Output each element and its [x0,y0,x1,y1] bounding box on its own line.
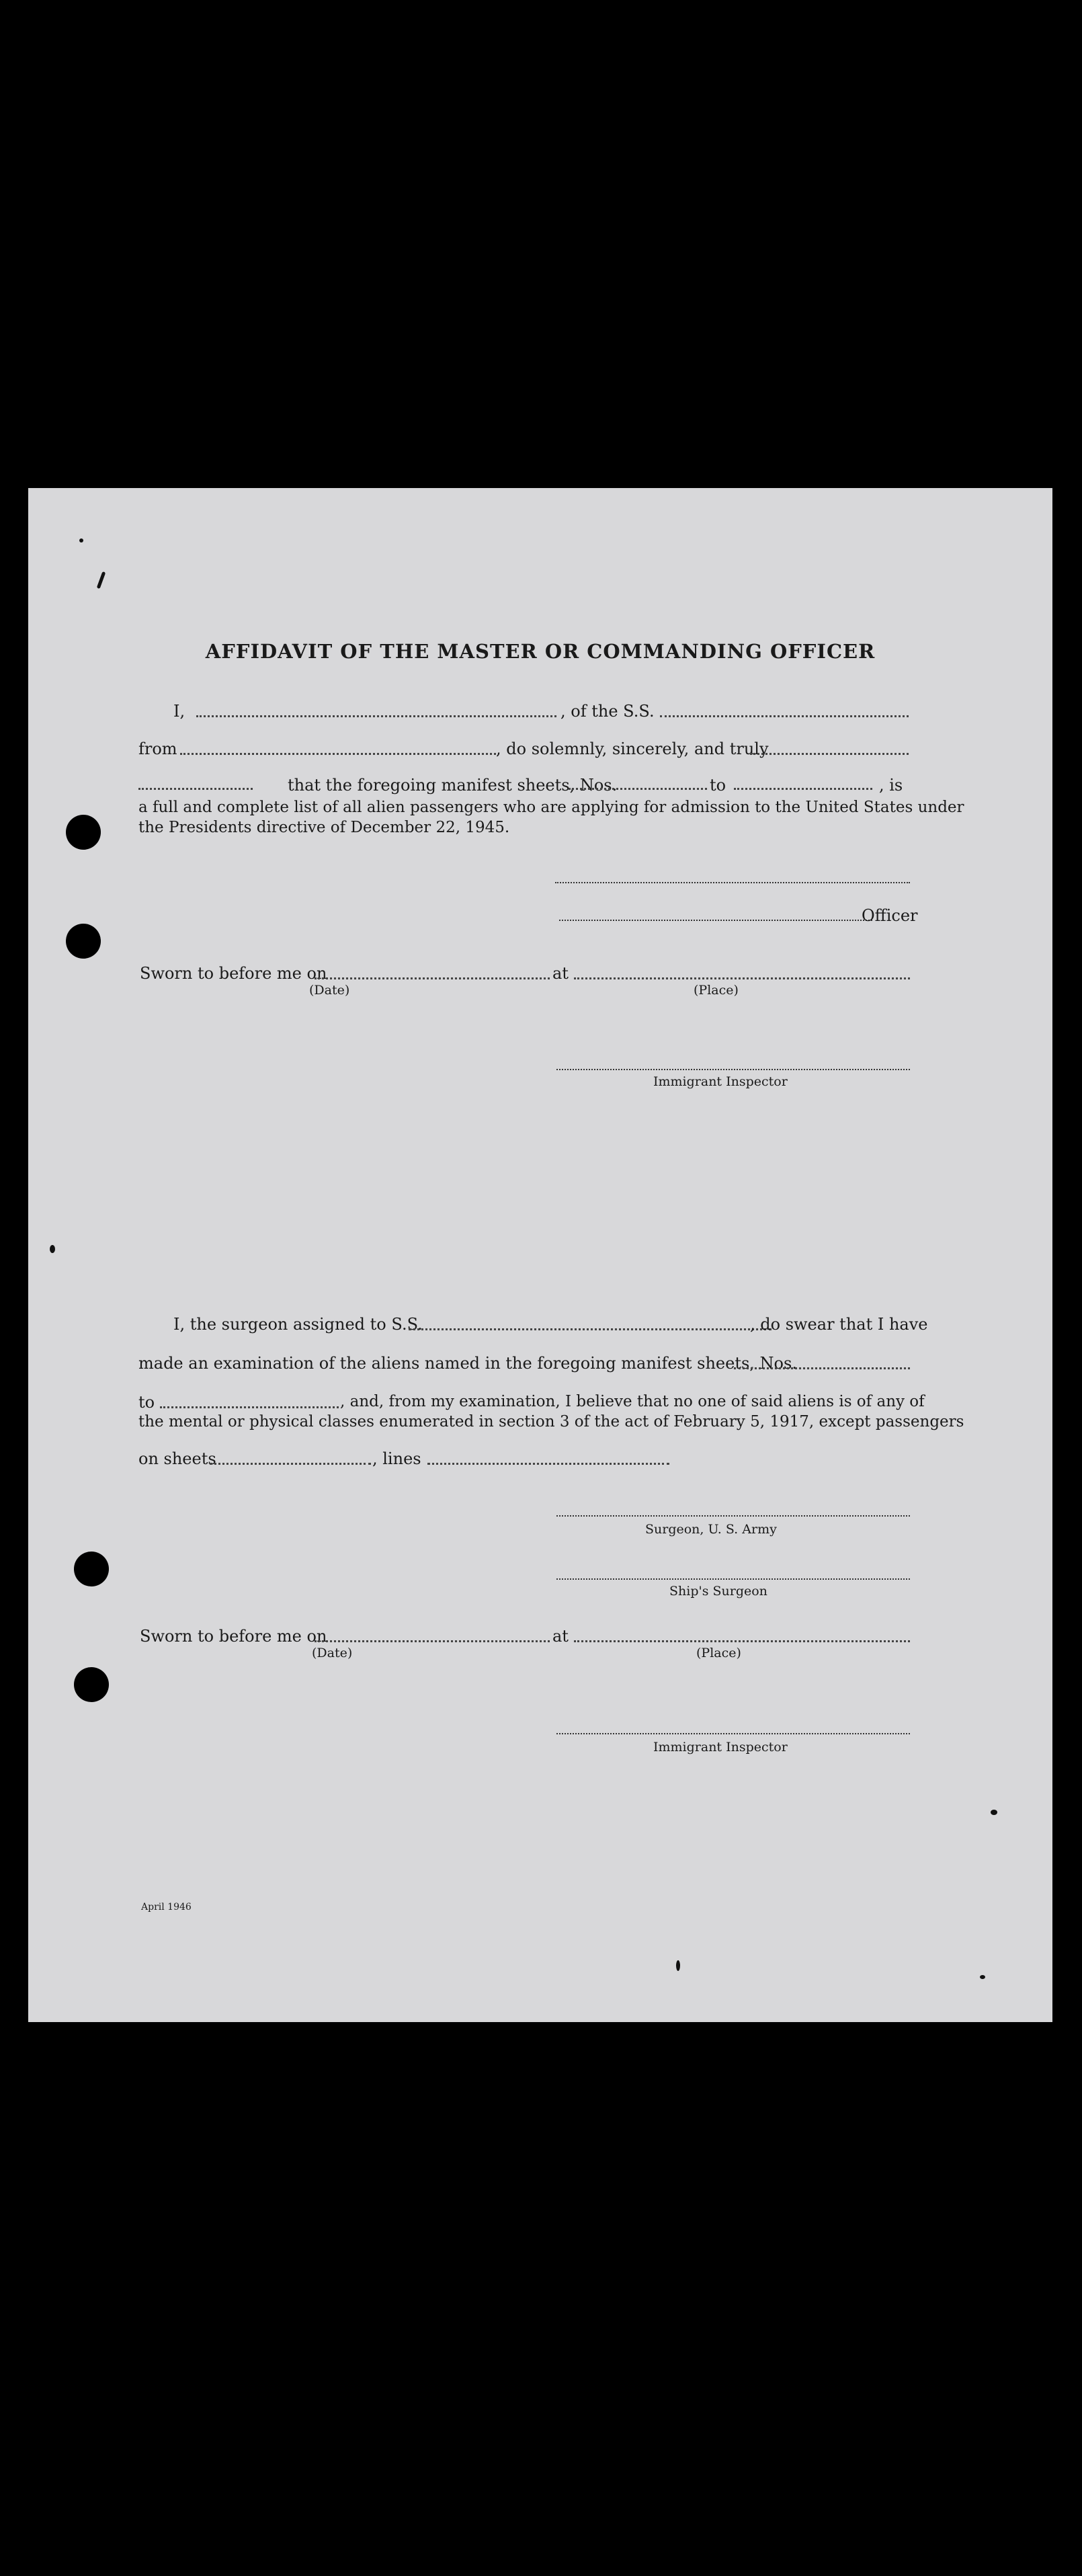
surgeon-line1-label: , do swear that I have [750,1315,928,1334]
officer-label: Officer [862,906,918,925]
surgeon-lines-field[interactable] [427,1463,669,1465]
master-sheets-from-field[interactable] [569,788,707,790]
officer-signature-line-1[interactable] [555,882,910,883]
master-date-caption: (Date) [309,983,350,998]
surgeon-ship-field[interactable] [409,1328,772,1330]
speck [991,1810,997,1815]
surgeon-line3-label: , and, from my examination, I believe that no one of said aliens is of any of [340,1393,925,1410]
surgeon-at-label: at [552,1627,569,1646]
master-line3-label: , is [879,776,903,795]
surgeon-line4: the mental or physical classes enumerated in section 3 of the act of February 5, 1917, except passengers [138,1413,964,1431]
punch-hole [74,1552,109,1586]
master-truly-field[interactable] [750,753,909,755]
speck [50,1245,55,1253]
ship-surgeon-signature-line[interactable] [556,1578,910,1580]
surgeon-inspector-signature-line[interactable] [556,1733,910,1734]
master-line4: a full and complete list of all alien passengers who are applying for admission to the United States under [138,799,964,816]
master-line3-label: to [710,776,726,795]
master-from-field[interactable] [180,753,496,755]
master-prefix-field[interactable] [138,788,253,790]
surgeon-sworn-place-field[interactable] [574,1640,910,1642]
form-title: AFFIDAVIT OF THE MASTER OR COMMANDING OFFICER [205,640,876,663]
master-name-field[interactable] [196,715,556,717]
master-line1-label: I, [173,702,185,721]
army-surgeon-signature-line[interactable] [556,1515,910,1517]
surgeon-on-sheets-field[interactable] [210,1463,371,1465]
form-date: April 1946 [141,1902,192,1913]
speck [676,1960,680,1971]
surgeon-line2: made an examination of the aliens named in the foregoing manifest sheets, Nos. [138,1354,797,1373]
surgeon-line5-label: , lines [372,1449,421,1468]
surgeon-line3-label: to [138,1393,155,1412]
speck [97,571,106,589]
surgeon-inspector-label: Immigrant Inspector [653,1740,788,1755]
punch-hole [66,924,101,959]
surgeon-sheets-from-field[interactable] [734,1367,910,1369]
speck [79,538,83,542]
master-at-label: at [552,964,569,983]
master-ship-field[interactable] [660,715,909,717]
surgeon-sworn-label: Sworn to before me on [140,1627,327,1646]
master-sworn-label: Sworn to before me on [140,964,327,983]
form-page [28,488,1052,2022]
master-inspector-signature-line[interactable] [556,1069,910,1070]
officer-signature-line-2[interactable] [559,920,872,921]
surgeon-sworn-date-field[interactable] [315,1640,550,1642]
surgeon-sheets-to-field[interactable] [160,1406,339,1408]
speck [980,1975,985,1979]
surgeon-place-caption: (Place) [696,1646,741,1660]
master-line5: the Presidents directive of December 22, 1945. [138,819,510,836]
master-inspector-label: Immigrant Inspector [653,1074,788,1089]
master-line2-label: , do solemnly, sincerely, and truly [496,739,769,758]
surgeon-date-caption: (Date) [312,1646,353,1660]
punch-hole [74,1667,109,1702]
master-line3-label: that the foregoing manifest sheets, Nos. [288,776,618,795]
master-place-caption: (Place) [694,983,739,998]
surgeon-line5-label: on sheets [138,1449,216,1468]
master-sheets-to-field[interactable] [734,788,872,790]
master-line2-label: from [138,739,177,758]
ship-surgeon-label: Ship's Surgeon [669,1584,767,1599]
master-line1-label: , of the S.S. [560,702,655,721]
master-sworn-date-field[interactable] [315,977,550,979]
army-surgeon-label: Surgeon, U. S. Army [645,1522,777,1537]
surgeon-line1-label: I, the surgeon assigned to S.S. [173,1315,423,1334]
punch-hole [66,815,101,850]
master-sworn-place-field[interactable] [574,977,910,979]
